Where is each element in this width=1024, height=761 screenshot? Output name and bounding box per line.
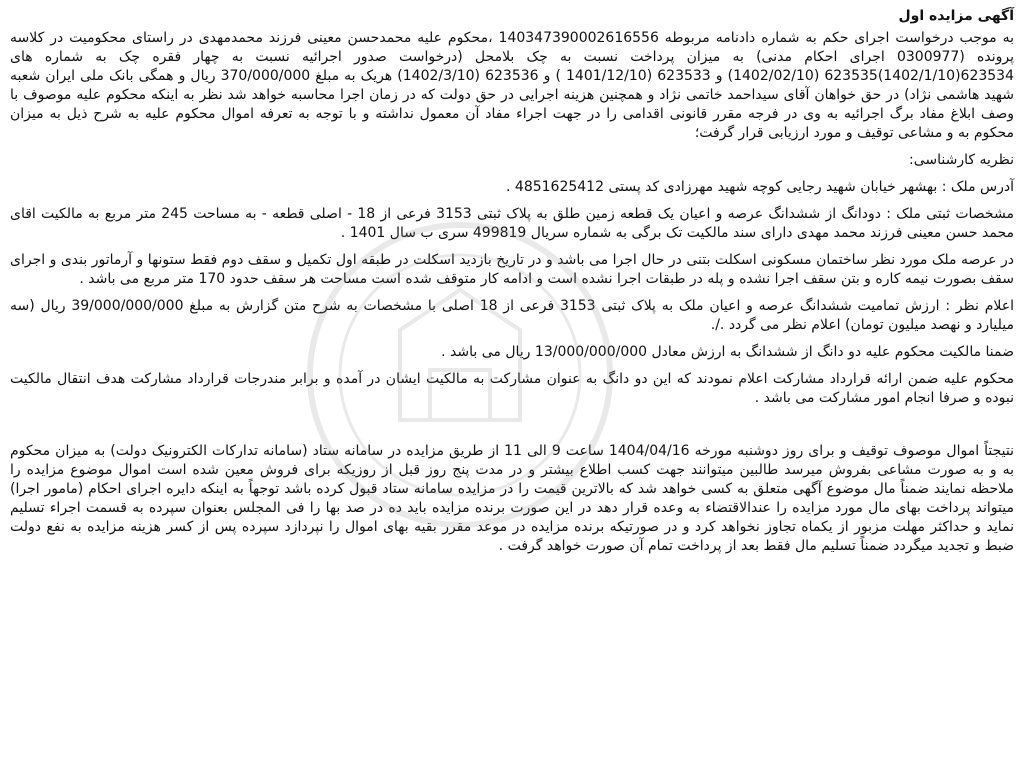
valuation-statement: اعلام نظر : ارزش تمامیت ششدانگ عرصه و اعیان ملک به پلاک ثبتی 3153 فرعی از 18 اصلی با مشخصات به شرح متن گزارش به مبلغ 39/000/000/000 ریال (سه میلیارد و نهصد میلیون تومان) اعلام نظر می گردد ./. bbox=[10, 298, 1014, 333]
building-description: در عرصه ملک مورد نظر ساختمان مسکونی اسکلت بتنی در حال اجرا می باشد و در تاریخ بازدید اسکلت در طبقه اول تکمیل و سقف دوم فقط ستونها و آرماتور بندی و اجرای سقف بصورت نیمه کاره و بتن سقف اجرا نشده و پله در طبقات اجرا نشده است و ادامه کار متوقف شده است مساحت هر سقف حدود 170 متر مربع می باشد . bbox=[10, 252, 1014, 287]
expert-opinion-heading: نظریه کارشناسی: bbox=[909, 152, 1014, 168]
property-address: آدرس ملک : بهشهر خیابان شهید رجایی کوچه شهید مهرزادی کد پستی 4851625412 . bbox=[506, 179, 1014, 195]
paragraph-gap bbox=[10, 416, 1014, 442]
share-value-statement: ضمنا مالکیت محکوم علیه دو دانگ از ششدانگ به ارزش معادل 13/000/000/000 ریال می باشد . bbox=[441, 344, 1014, 360]
notice-title: آگهی مزایده اول bbox=[898, 8, 1014, 24]
registration-details: مشخصات ثبتی ملک : دودانگ از ششدانگ عرصه و اعیان یک قطعه زمین طلق به پلاک ثبتی 3153 فرعی از 18 - اصلی قطعه - به مساحت 245 متر مربع به مالکیت اقای محمد حسن معینی فرزند محمد مهدی دارای سند مالکیت تک برگی به شماره سریال 499819 سری ب سال 1401 . bbox=[10, 206, 1014, 241]
intro-paragraph: به موجب درخواست اجرای حکم به شماره دادنامه مربوطه 140347390002616556 ،محکوم علیه محمدحسن معینی فرزند محمدمهدی در راستای محکومیت در کلاسه پرونده (0300977 اجرای احکام مدنی) به میزان پرداخت نسبت به چک بلامحل (درخواست صدور اجرائیه نسبت به چهار فقره چک به شماره های 623534(1402/1/10)623535 (1402/02/10) و 623533 (1401/12/10 ) و 623536 (1402/3/10) هریک به مبلغ 370/000/000 ریال و همگی بانک ملی ایران شعبه شهید هاشمی نژاد) در حق خواهان آقای سیداحمد خاتمی نژاد و همچنین هزینه اجرایی در حق دولت که در زمان اجرا محاسبه خواهد شد نظر به اینکه محکوم علیه موصوف با وصف ابلاغ مفاد برگ اجرائیه به وی در فرجه مقرر قانونی اقدامی را در جهت اجراء مفاد آن معمول نداشته و با توجه به تعرفه اموال محکوم علیه به شرح ذیل به میزان محکوم به و مشاعی توقیف و مورد ارزیابی قرار گرفت؛ bbox=[10, 30, 1015, 141]
conclusion-paragraph: نتیجتاً اموال موصوف توقیف و برای روز دوشنبه مورخه 1404/04/16 ساعت 9 الی 11 از طریق مزایده در سامانه ستاد (سامانه تدارکات الکترونیک دولت) به میزان محکوم به و به صورت مشاعی بفروش میرسد طالبین میتوانند جهت کسب اطلاع بیشتر و در مدت پنج روز قبل از روزیکه برای فروش معین شده است اموال موضوع مزایده را ملاحظه نمایند ضمناً مال موضوع آگهی متعلق به کسی خواهد شد که بالاترین قیمت را در مزایده سامانه ستاد قبول کرده باشد توجهاً به اینکه دایره اجرای احکام (مامور اجرا) میتواند پرداخت بهای مال مورد مزایده را عندالاقتضاء به وعده قرار دهد در این صورت برنده مزایده باید ده در صد بها را فی المجلس بعنوان سپرده به قسمت اجراء تسلیم نماید و حداکثر مهلت مزبور از یکماه تجاوز نخواهد کرد و در صورتیکه برنده مزایده در موعد مقرر بقیه بهای اموال را نپردازد سپرده پس از کسر هزینه مزایده به نفع دولت ضبط و تجدید میگردد ضمناً تسلیم مال فقط بعد از پرداخت تمام آن صورت خواهد گرفت . bbox=[10, 443, 1014, 554]
partnership-statement: محکوم علیه ضمن ارائه قرارداد مشارکت اعلام نمودند که این دو دانگ به عنوان مشارکت به مالکیت ایشان در آمده و برابر مندرجات قرارداد مشارکت هدف انتقال مالکیت نبوده و صرفا انجام امور مشارکت می باشد . bbox=[10, 371, 1014, 406]
